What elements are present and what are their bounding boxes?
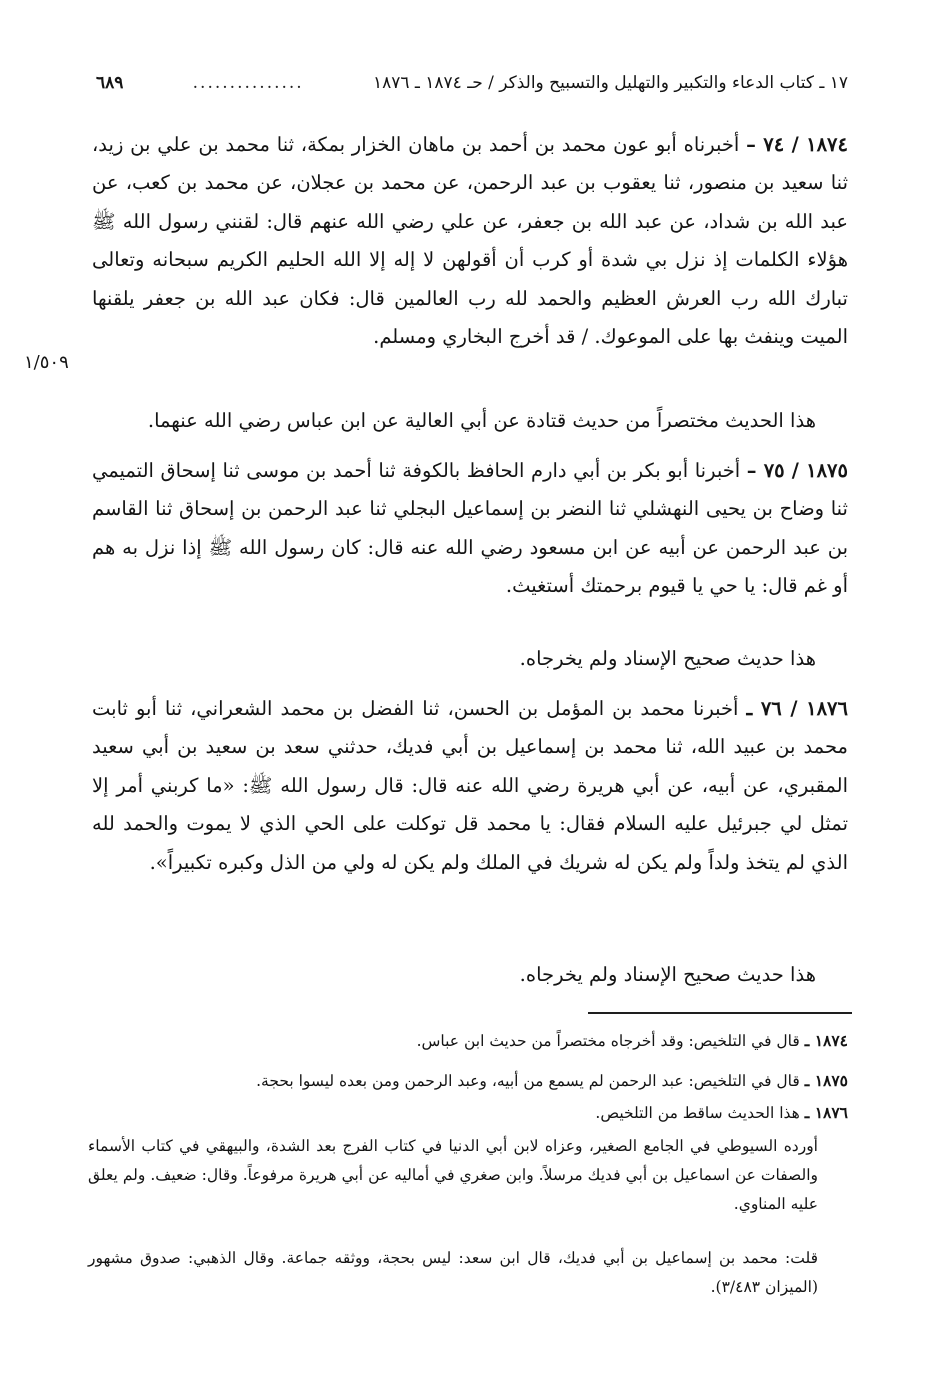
footnote-separator (588, 1012, 852, 1014)
footnote-1876-author-note: قلت: محمد بن إسماعيل بن أبي فديك، قال ابن سعد: ليس بحجة، ووثقه جماعة. وقال الذهبي: صدوق مشهور (الميزان ٣/٤٨٣). (88, 1249, 818, 1296)
hadith-1874 (92, 126, 848, 356)
hadith-1875-comment: هذا حديث صحيح الإسناد ولم يخرجاه. (519, 647, 816, 670)
hadith-1874-comment: هذا الحديث مختصراً من حديث قتادة عن أبي العالية عن ابن عباس رضي الله عنهما. (147, 409, 816, 432)
footnote-number: ١٨٧٤ ـ (804, 1031, 848, 1050)
hadith-number: ١٨٧٥ / ٧٥ – (746, 459, 848, 482)
hadith-1876 (92, 690, 848, 882)
hadith-number: ١٨٧٦ / ٧٦ ـ (746, 697, 848, 720)
footnote-text: قال في التلخيص: عبد الرحمن لم يسمع من أبيه، وعبد الرحمن ومن بعده ليسوا بحجة. (256, 1072, 800, 1090)
margin-reference: ١/٥٠٩ (24, 352, 69, 373)
header-leader-dots: ............... (192, 73, 304, 93)
footnote-1874 (88, 1026, 848, 1056)
hadith-text: أخبرنا محمد بن المؤمل بن الحسن، ثنا الفضل بن محمد الشعراني، ثنا أبو ثابت محمد بن عبيد الله، ثنا محمد بن إسماعيل بن أبي فديك، حدثني سعد بن سعيد بن أبي سعيد المقبري، عن أبيه، عن أبي هريرة رضي الله عنه قال: قال رسول الله ﷺ: «ما كربني أمر إلا تمثل لي جبرئيل عليه السلام فقال: يا محمد قل توكلت على الحي الذي لا يموت والحمد لله الذي لم يتخذ ولداً ولم يكن له شريك في الملك ولم يكن له ولي من الذل وكبره تكبيراً». (92, 697, 848, 874)
hadith-1876-comment: هذا حديث صحيح الإسناد ولم يخرجاه. (519, 963, 816, 986)
page-number: ٦٨٩ (96, 73, 124, 93)
footnote-text: هذا الحديث ساقط من التلخيص. (595, 1104, 800, 1122)
footnote-number: ١٨٧٦ ـ (804, 1103, 848, 1122)
header-title: ١٧ ـ كتاب الدعاء والتكبير والتهليل والتسبيح والذكر / حـ ١٨٧٤ ـ ١٨٧٦ (372, 73, 848, 93)
running-header (96, 66, 848, 100)
footnote-text: قال في التلخيص: وقد أخرجاه مختصراً من حديث ابن عباس. (416, 1032, 800, 1050)
hadith-text: أخبرنا أبو بكر بن أبي دارم الحافظ بالكوفة ثنا أحمد بن موسى ثنا إسحاق التميمي ثنا وضاح بن يحيى النهشلي ثنا النضر بن إسماعيل البجلي ثنا عبد الرحمن بن إسحاق ثنا القاسم بن عبد الرحمن عن أبيه عن ابن مسعود رضي الله عنه قال: كان رسول الله ﷺ إذا نزل به هم أو غم قال: يا حي يا قيوم برحمتك أستغيث. (92, 459, 848, 598)
hadith-number: ١٨٧٤ / ٧٤ – (746, 133, 849, 156)
footnote-number: ١٨٧٥ ـ (804, 1071, 848, 1090)
hadith-text: أخبرناه أبو عون محمد بن أحمد بن ماهان الخزار بمكة، ثنا محمد بن علي بن زيد، ثنا سعيد بن منصور، ثنا يعقوب بن عبد الرحمن، عن محمد بن عجلان، عن محمد بن كعب، عن عبد الله بن شداد، عن عبد الله بن جعفر، عن علي رضي الله عنهم قال: لقنني رسول الله ﷺ هؤلاء الكلمات إذ نزل بي شدة أو كرب أن أقولهن لا إله إلا الله الحليم الكريم سبحانه وتعالى تبارك الله رب العرش العظيم والحمد لله رب العالمين قال: فكان عبد الله بن جعفر يلقنها الميت وينفث بها على الموعوك. / قد أخرج البخاري ومسلم. (92, 133, 848, 349)
footnote-1875 (88, 1066, 848, 1096)
footnote-1876 (88, 1098, 848, 1128)
hadith-1875 (92, 452, 848, 606)
footnote-1876-source-note: أورده السيوطي في الجامع الصغير، وعزاه لابن أبي الدنيا في كتاب الفرج بعد الشدة، والبيهقي في كتاب الأسماء والصفات عن اسماعيل بن أبي فديك مرسلاً. وابن صغري في أماليه عن أبي هريرة مرفوعاً. وقال: ضعيف. ولم يعلق عليه المناوي. (88, 1137, 818, 1213)
